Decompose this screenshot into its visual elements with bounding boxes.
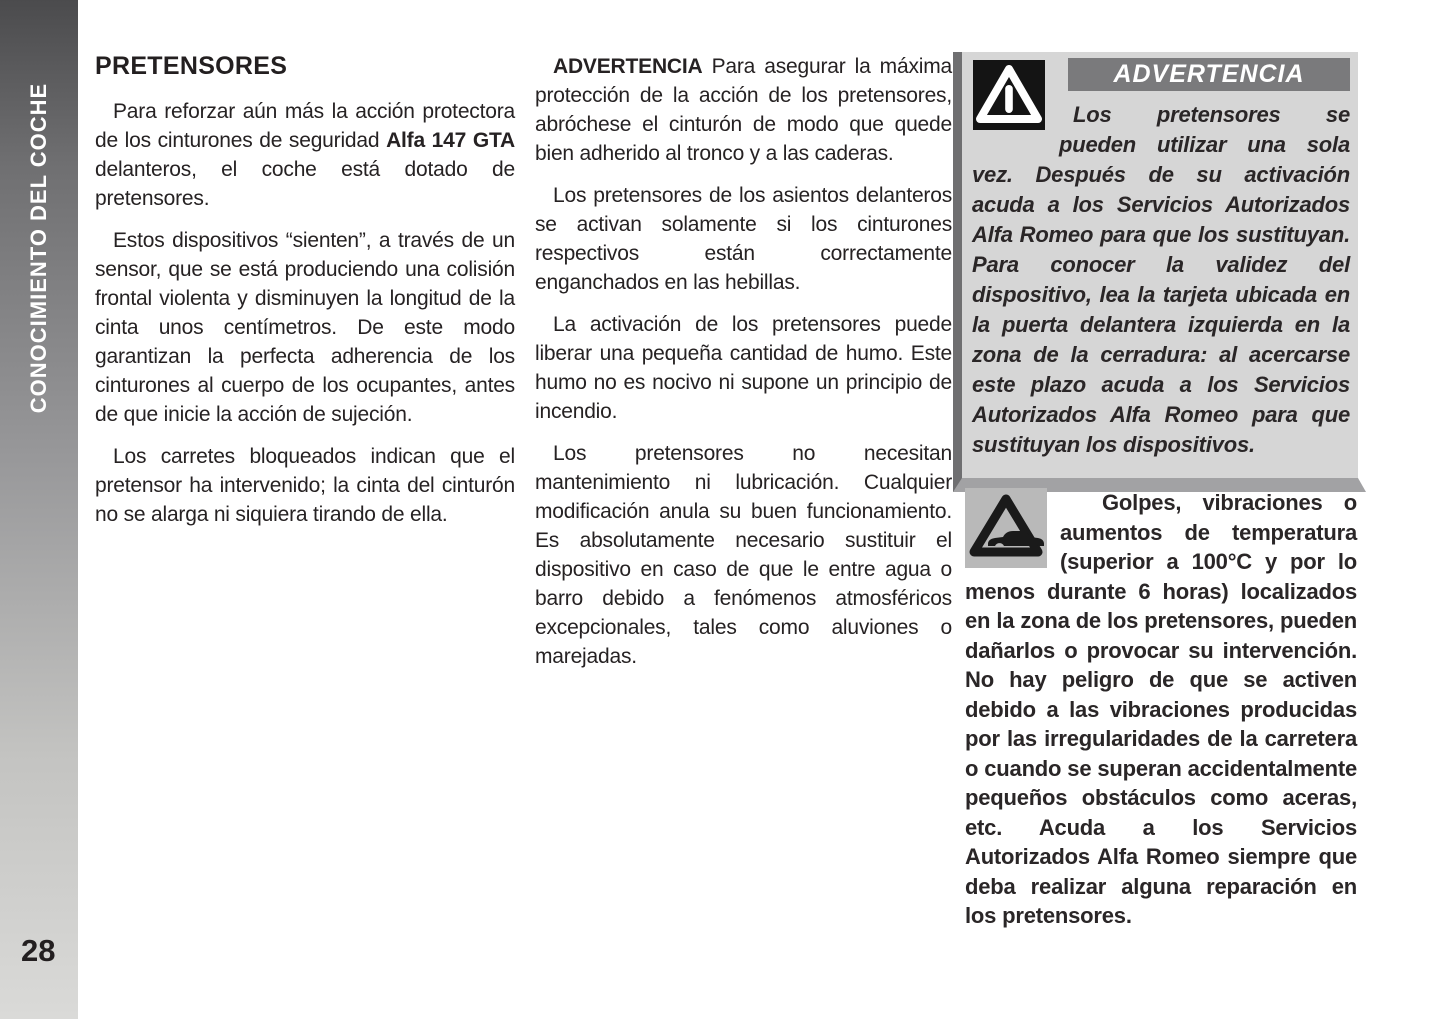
paragraph <box>95 97 515 213</box>
paragraph: Los carretes bloqueados indican que el pretensor ha intervenido; la cinta del cinturón no se alarga ni siquiera tirando de ella. <box>95 445 515 526</box>
paragraph <box>535 52 952 168</box>
paragraph-text: Para asegurar la máxima protección de la acción de los pretensores, abróchese el cinturón de modo que quede bien adherido al tronco y a las caderas. <box>535 55 952 165</box>
column-pretensores <box>95 52 515 542</box>
warning-inline-label: ADVERTENCIA <box>553 55 703 78</box>
warning-triangle-icon <box>973 60 1045 130</box>
warning-note-text: Golpes, vibraciones o aumentos de temperatura (superior a 100°C y por lo menos durante 6 horas) localizados en la zona de los pretensores, pueden dañarlos o provocar su intervención. No hay peligro de que se activen debido a las vibraciones producidas por las irregularidades de la carretera o cuando se superan accidentalmente pequeños obstáculos como aceras, etc. Acuda a los Servicios Autorizados Alfa Romeo siempre que deba realizar alguna reparación en los pretensores. <box>965 490 1357 928</box>
warning-note <box>965 488 1357 931</box>
sidebar-label-text: CONOCIMIENTO DEL COCHE <box>26 82 51 413</box>
sidebar-label <box>0 50 78 445</box>
paragraph: La activación de los pretensores puede liberar una pequeña cantidad de humo. Este humo no es nocivo ni supone un principio de incendio. <box>535 313 952 423</box>
column-advertencia <box>535 52 952 684</box>
paragraph: Los pretensores de los asientos delanteros se activan solamente si los cinturones respectivos están correctamente enganchados en las hebillas. <box>535 184 952 294</box>
paragraph-text: delanteros, el coche está dotado de pretensores. <box>95 158 515 210</box>
paragraph: Estos dispositivos “sienten”, a través de un sensor, que se está produciendo una colisión frontal violenta y disminuyen la longitud de la cinta unos centímetros. De este modo garantizan la perfecta adherencia de los cinturones al cuerpo de los ocupantes, antes de que inicie la acción de sujeción. <box>95 229 515 426</box>
warning-box <box>962 52 1358 478</box>
car-bump-warning-icon <box>965 488 1047 568</box>
warning-box-frame <box>953 52 1366 492</box>
paragraph: Los pretensores no necesitan mantenimiento ni lubricación. Cualquier modificación anula su buen funcionamiento. Es absolutamente necesario sustituir el dispositivo en caso de que le entre agua o barro debido a fenómenos atmosféricos excepcionales, tales como aluviones o marejadas. <box>535 442 952 668</box>
sidebar <box>0 0 78 1019</box>
model-name-bold: Alfa 147 GTA <box>386 129 515 152</box>
page-number: 28 <box>21 933 56 968</box>
section-title: PRETENSORES <box>95 52 288 80</box>
warning-box-text: Los pretensores se pueden utilizar una sola vez. Después de su activación acuda a los Servicios Autorizados Alfa Romeo para que los sustituyan. Para conocer la validez del dispositivo, lea la tarjeta ubicada en la puerta delantera izquierda en la zona de la cerradura: al acercarse este plazo acuda a los Servicios Autorizados Alfa Romeo para que sustituyan los dispositivos. <box>972 102 1350 457</box>
paragraph-text: Para reforzar aún más la acción protectora de los cinturones de seguridad <box>95 100 515 152</box>
warning-box-header: ADVERTENCIA <box>1068 58 1350 91</box>
